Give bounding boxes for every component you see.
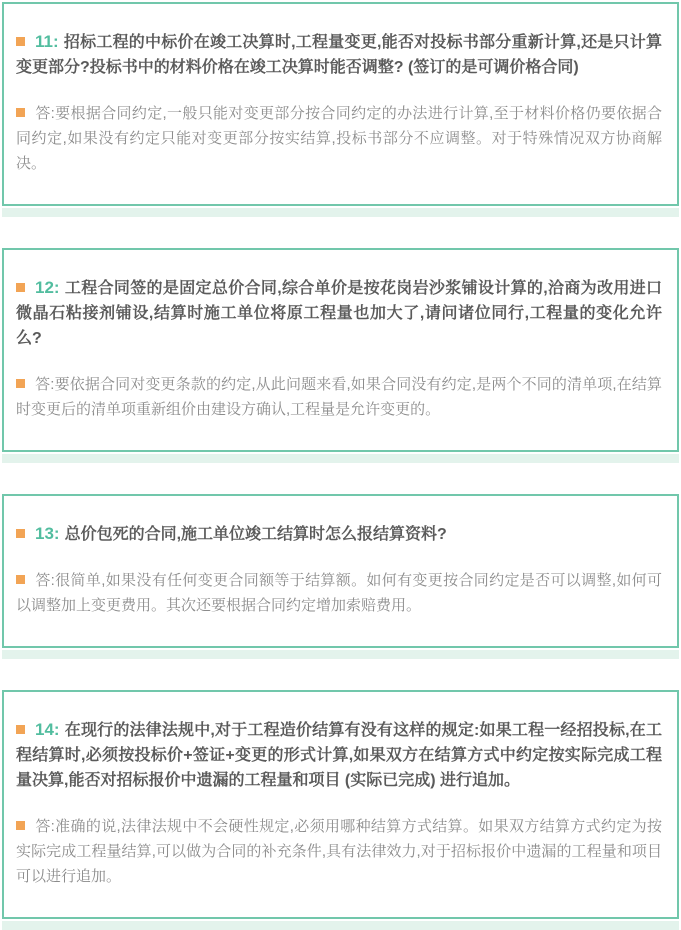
qa-card-14 <box>2 690 679 919</box>
card-shadow <box>2 650 679 659</box>
square-bullet-icon <box>16 379 25 388</box>
question-number: 14: <box>35 720 60 739</box>
answer-label: 答: <box>35 818 55 835</box>
answer-text: 要根据合同约定,一般只能对变更部分按合同约定的办法进行计算,至于材料价格仍要依据合同约定,如果没有约定只能对变更部分按实结算,投标书部分不应调整。对于特殊情况双方协商解决。 <box>16 105 662 172</box>
square-bullet-icon <box>16 725 25 734</box>
square-bullet-icon <box>16 37 25 46</box>
question-paragraph <box>16 521 662 547</box>
question-number: 13: <box>35 524 60 543</box>
answer-label: 答: <box>35 105 55 122</box>
square-bullet-icon <box>16 821 25 830</box>
qa-block-14 <box>2 690 679 930</box>
qa-block-12 <box>2 248 679 463</box>
answer-paragraph <box>16 814 662 889</box>
square-bullet-icon <box>16 529 25 538</box>
question-paragraph <box>16 717 662 793</box>
square-bullet-icon <box>16 575 25 584</box>
answer-text: 准确的说,法律法规中不会硬性规定,必须用哪种结算方式结算。如果双方结算方式约定为按实际完成工程量结算,可以做为合同的补充条件,具有法律效力,对于招标报价中遗漏的工程量和项目可以进行追加。 <box>16 818 662 885</box>
card-shadow <box>2 921 679 930</box>
card-shadow <box>2 454 679 463</box>
qa-card-11 <box>2 2 679 206</box>
qa-block-11 <box>2 2 679 217</box>
question-text: 在现行的法律法规中,对于工程造价结算有没有这样的规定:如果工程一经招投标,在工程结算时,必须按投标价+签证+变更的形式计算,如果双方在结算方式中约定按实际完成工程量决算,能否对招标报价中遗漏的工程量和项目 (实际已完成) 进行追加。 <box>16 722 662 789</box>
question-text: 工程合同签的是固定总价合同,综合单价是按花岗岩沙浆铺设计算的,洽商为改用进口微晶石粘接剂铺设,结算时施工单位将原工程量也加大了,请问诸位同行,工程量的变化允许么? <box>16 280 662 347</box>
square-bullet-icon <box>16 108 25 117</box>
answer-paragraph <box>16 101 662 176</box>
answer-label: 答: <box>35 572 55 589</box>
answer-label: 答: <box>35 376 55 393</box>
square-bullet-icon <box>16 283 25 292</box>
answer-paragraph <box>16 568 662 618</box>
qa-block-13 <box>2 494 679 659</box>
question-number: 12: <box>35 278 60 297</box>
card-shadow <box>2 208 679 217</box>
question-text: 招标工程的中标价在竣工决算时,工程量变更,能否对投标书部分重新计算,还是只计算变更部分?投标书中的材料价格在竣工决算时能否调整? (签订的是可调价格合同) <box>16 34 662 76</box>
question-paragraph <box>16 275 662 351</box>
question-number: 11: <box>35 32 59 51</box>
qa-card-12 <box>2 248 679 452</box>
answer-text: 要依据合同对变更条款的约定,从此问题来看,如果合同没有约定,是两个不同的清单项,在结算时变更后的清单项重新组价由建设方确认,工程量是允许变更的。 <box>16 376 662 418</box>
qa-card-13 <box>2 494 679 648</box>
answer-paragraph <box>16 372 662 422</box>
question-text: 总价包死的合同,施工单位竣工结算时怎么报结算资料? <box>64 526 447 543</box>
answer-text: 很简单,如果没有任何变更合同额等于结算额。如何有变更按合同约定是否可以调整,如何可以调整加上变更费用。其次还要根据合同约定增加索赔费用。 <box>16 572 662 614</box>
question-paragraph <box>16 29 662 80</box>
